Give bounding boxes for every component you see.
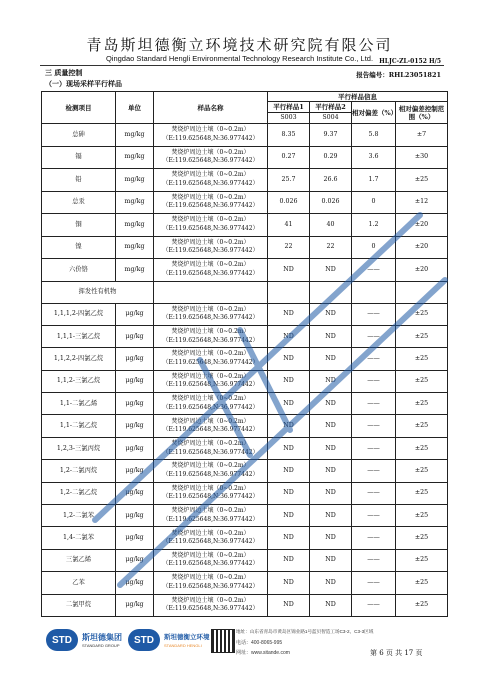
cell-unit: μg/kg bbox=[116, 572, 154, 594]
table-row bbox=[42, 214, 448, 237]
cell-control-range: ±25 bbox=[396, 303, 448, 325]
cell-unit: μg/kg bbox=[116, 527, 154, 549]
cell-relative-deviation: —— bbox=[352, 572, 396, 594]
cell-relative-deviation: 5.8 bbox=[352, 124, 396, 147]
cell-item: 1,1-二氯乙烷 bbox=[42, 415, 116, 437]
cell-relative-deviation: —— bbox=[352, 348, 396, 370]
cell-sample bbox=[154, 572, 268, 594]
footer-website: 网址：www.sitande.com bbox=[236, 650, 290, 656]
cell-item: 1,1-二氯乙烯 bbox=[42, 393, 116, 415]
sample-name-line: 焚烧炉周边土壤（0~0.2m） bbox=[171, 126, 250, 134]
sample-coordinates-line: （E:119.625648,N:36.977442） bbox=[162, 381, 259, 389]
sample-coordinates-line: （E:119.625648,N:36.977442） bbox=[162, 247, 259, 255]
cell-value-2: 9.37 bbox=[310, 124, 352, 147]
sample-coordinates-line: （E:119.625648,N:36.977442） bbox=[162, 493, 259, 501]
cell-control-range: ±7 bbox=[396, 124, 448, 147]
cell-sample bbox=[154, 348, 268, 370]
cell-sample bbox=[154, 214, 268, 237]
cell-unit: μg/kg bbox=[116, 325, 154, 347]
cell-value-1: ND bbox=[268, 370, 310, 392]
cell-item: 1,2-二氯苯 bbox=[42, 505, 116, 527]
cell-value-2: ND bbox=[310, 303, 352, 325]
table-row bbox=[42, 527, 448, 549]
company-title-cn: 青岛斯坦德衡立环境技术研究院有限公司 bbox=[86, 36, 393, 54]
cell-value-1: ND bbox=[268, 259, 310, 282]
cell-value-2: 22 bbox=[310, 236, 352, 259]
cell-value-1: 0.026 bbox=[268, 191, 310, 214]
cell-unit: μg/kg bbox=[116, 348, 154, 370]
cell-value-1: ND bbox=[268, 572, 310, 594]
sample-coordinates-line: （E:119.625648,N:36.977442） bbox=[162, 336, 259, 344]
sample-coordinates-line: （E:119.625648,N:36.977442） bbox=[162, 157, 259, 165]
cell-unit: mg/kg bbox=[116, 146, 154, 169]
metals-body bbox=[42, 124, 448, 282]
footer-phone: 电话：400-8065-995 bbox=[236, 640, 283, 646]
sample-name-line: 焚烧炉周边土壤（0~0.2m） bbox=[171, 238, 250, 246]
cell-sample bbox=[154, 415, 268, 437]
cell-control-range: ±25 bbox=[396, 549, 448, 571]
cell-value-2: ND bbox=[310, 594, 352, 616]
cell-item: 总汞 bbox=[42, 191, 116, 214]
sample-name-line: 焚烧炉周边土壤（0~0.2m） bbox=[171, 484, 250, 492]
table-row bbox=[42, 124, 448, 147]
cell-unit: μg/kg bbox=[116, 303, 154, 325]
sample-coordinates-line: （E:119.625648,N:36.977442） bbox=[162, 134, 259, 142]
cell-control-range: ±25 bbox=[396, 325, 448, 347]
cell-control-range: ±25 bbox=[396, 460, 448, 482]
logo2-sub: STANDARD HENGLI bbox=[164, 643, 202, 648]
cell-value-2: ND bbox=[310, 527, 352, 549]
sample-name-line: 焚烧炉周边土壤（0~0.2m） bbox=[171, 417, 250, 425]
table-row bbox=[42, 482, 448, 504]
cell-sample bbox=[154, 460, 268, 482]
cell-unit: μg/kg bbox=[116, 505, 154, 527]
cell-value-2: ND bbox=[310, 437, 352, 459]
cell-relative-deviation: —— bbox=[352, 437, 396, 459]
cell-value-2: 0.026 bbox=[310, 191, 352, 214]
cell-control-range: ±25 bbox=[396, 370, 448, 392]
cell-item: 1,1,1,2-四氯乙烷 bbox=[42, 303, 116, 325]
cell-sample bbox=[154, 191, 268, 214]
cell-item: 1,1,2-三氯乙烷 bbox=[42, 370, 116, 392]
cell-value-1: ND bbox=[268, 527, 310, 549]
cell-value-1: 8.35 bbox=[268, 124, 310, 147]
parallel-sample-table bbox=[41, 91, 448, 617]
logo1-name: 斯坦德集团 bbox=[82, 633, 122, 642]
sample-coordinates-line: （E:119.625648,N:36.977442） bbox=[162, 605, 259, 613]
cell-value-1: ND bbox=[268, 437, 310, 459]
cell-sample bbox=[154, 146, 268, 169]
cell-sample bbox=[154, 549, 268, 571]
table-row bbox=[42, 325, 448, 347]
cell-unit: μg/kg bbox=[116, 594, 154, 616]
header-unit: 单位 bbox=[116, 92, 154, 124]
cell-unit: mg/kg bbox=[116, 236, 154, 259]
sample-name-line: 焚烧炉周边土壤（0~0.2m） bbox=[171, 171, 250, 179]
cell-unit: mg/kg bbox=[116, 169, 154, 192]
organic-group-body bbox=[42, 281, 448, 303]
cell-unit: μg/kg bbox=[116, 437, 154, 459]
cell-item: 镍 bbox=[42, 236, 116, 259]
cell-sample bbox=[154, 393, 268, 415]
cell-value-2: 0.29 bbox=[310, 146, 352, 169]
cell-item: 铜 bbox=[42, 214, 116, 237]
cell-item: 1,2,3-三氯丙烷 bbox=[42, 437, 116, 459]
sample-name-line: 焚烧炉周边土壤（0~0.2m） bbox=[171, 529, 250, 537]
header-divider bbox=[40, 65, 444, 66]
table-row bbox=[42, 236, 448, 259]
cell-control-range: ±20 bbox=[396, 236, 448, 259]
cell-relative-deviation: —— bbox=[352, 505, 396, 527]
table-row bbox=[42, 303, 448, 325]
sample-name-line: 焚烧炉周边土壤（0~0.2m） bbox=[171, 305, 250, 313]
cell-control-range: ±25 bbox=[396, 437, 448, 459]
cell-item: 1,1,2,2-四氯乙烷 bbox=[42, 348, 116, 370]
cell-control-range: ±25 bbox=[396, 169, 448, 192]
cell-value-1: ND bbox=[268, 325, 310, 347]
table-row bbox=[42, 572, 448, 594]
cell-value-2: ND bbox=[310, 415, 352, 437]
table-row bbox=[42, 594, 448, 616]
section-heading: 三 质量控制 bbox=[45, 68, 83, 77]
table-row bbox=[42, 169, 448, 192]
sample-name-line: 焚烧炉周边土壤（0~0.2m） bbox=[171, 216, 250, 224]
cell-unit: μg/kg bbox=[116, 415, 154, 437]
sample-name-line: 焚烧炉周边土壤（0~0.2m） bbox=[171, 193, 250, 201]
cell-control-range: ±25 bbox=[396, 348, 448, 370]
sample-coordinates-line: （E:119.625648,N:36.977442） bbox=[162, 269, 259, 277]
cell-unit: μg/kg bbox=[116, 460, 154, 482]
cell-control-range: ±25 bbox=[396, 393, 448, 415]
sample-coordinates-line: （E:119.625648,N:36.977442） bbox=[162, 582, 259, 590]
report-number: 报告编号：RHL23051821 bbox=[356, 71, 441, 79]
sample-coordinates-line: （E:119.625648,N:36.977442） bbox=[162, 358, 259, 366]
cell-item: 总砷 bbox=[42, 124, 116, 147]
cell-value-2: ND bbox=[310, 259, 352, 282]
cell-control-range: ±25 bbox=[396, 594, 448, 616]
cell-unit: mg/kg bbox=[116, 191, 154, 214]
cell-item: 1,1,1-三氯乙烷 bbox=[42, 325, 116, 347]
cell-unit: mg/kg bbox=[116, 259, 154, 282]
cell-value-1: ND bbox=[268, 594, 310, 616]
cell-unit: mg/kg bbox=[116, 214, 154, 237]
cell-value-2: ND bbox=[310, 482, 352, 504]
sample-code-1: S003 bbox=[268, 113, 310, 124]
cell-value-2: ND bbox=[310, 393, 352, 415]
cell-unit: μg/kg bbox=[116, 370, 154, 392]
cell-relative-deviation: —— bbox=[352, 370, 396, 392]
table-row bbox=[42, 415, 448, 437]
header-control-range: 相对偏差控制范围（%） bbox=[396, 102, 448, 124]
cell-unit: μg/kg bbox=[116, 482, 154, 504]
page-number: 第 6 页 共 17 页 bbox=[370, 649, 423, 657]
sample-name-line: 焚烧炉周边土壤（0~0.2m） bbox=[171, 350, 250, 358]
cell-sample bbox=[154, 303, 268, 325]
table-row bbox=[42, 393, 448, 415]
std-logo-1: STD bbox=[46, 629, 78, 651]
cell-value-2: ND bbox=[310, 325, 352, 347]
cell-sample bbox=[154, 325, 268, 347]
sample-name-line: 焚烧炉周边土壤（0~0.2m） bbox=[171, 551, 250, 559]
sample-name-line: 焚烧炉周边土壤（0~0.2m） bbox=[171, 507, 250, 515]
header-sample: 样品名称 bbox=[154, 92, 268, 124]
cell-value-1: 22 bbox=[268, 236, 310, 259]
sample-coordinates-line: （E:119.625648,N:36.977442） bbox=[162, 560, 259, 568]
cell-control-range: ±12 bbox=[396, 191, 448, 214]
cell-value-2: ND bbox=[310, 505, 352, 527]
cell-item: 1,2-二氯乙烷 bbox=[42, 482, 116, 504]
cell-item: 镉 bbox=[42, 146, 116, 169]
sample-coordinates-line: （E:119.625648,N:36.977442） bbox=[162, 448, 259, 456]
sample-coordinates-line: （E:119.625648,N:36.977442） bbox=[162, 202, 259, 210]
cell-unit: mg/kg bbox=[116, 124, 154, 147]
cell-unit: μg/kg bbox=[116, 549, 154, 571]
cell-item: 1,4-二氯苯 bbox=[42, 527, 116, 549]
table-row bbox=[42, 505, 448, 527]
cell-relative-deviation: —— bbox=[352, 303, 396, 325]
sample-code-2: S004 bbox=[310, 113, 352, 124]
sample-coordinates-line: （E:119.625648,N:36.977442） bbox=[162, 426, 259, 434]
sample-name-line: 焚烧炉周边土壤（0~0.2m） bbox=[171, 440, 250, 448]
cell-sample bbox=[154, 124, 268, 147]
cell-relative-deviation: 0 bbox=[352, 191, 396, 214]
table-row bbox=[42, 146, 448, 169]
cell-value-1: 41 bbox=[268, 214, 310, 237]
cell-value-2: ND bbox=[310, 370, 352, 392]
logo2-name: 斯坦德衡立环境 bbox=[164, 634, 210, 641]
cell-relative-deviation: —— bbox=[352, 482, 396, 504]
cell-item: 二氯甲烷 bbox=[42, 594, 116, 616]
cell-sample bbox=[154, 482, 268, 504]
cell-relative-deviation: 3.6 bbox=[352, 146, 396, 169]
cell-sample bbox=[154, 169, 268, 192]
table-row bbox=[42, 370, 448, 392]
cell-relative-deviation: —— bbox=[352, 549, 396, 571]
cell-value-1: ND bbox=[268, 482, 310, 504]
cell-relative-deviation: —— bbox=[352, 527, 396, 549]
cell-item: 六价铬 bbox=[42, 259, 116, 282]
cell-control-range: ±25 bbox=[396, 572, 448, 594]
company-title-en: Qingdao Standard Hengli Environmental Technology Research Institute Co., Ltd. bbox=[105, 54, 374, 63]
header-relative-deviation: 相对偏差（%） bbox=[352, 102, 396, 124]
cell-relative-deviation: —— bbox=[352, 415, 396, 437]
cell-value-2: ND bbox=[310, 460, 352, 482]
sample-coordinates-line: （E:119.625648,N:36.977442） bbox=[162, 403, 259, 411]
cell-item: 乙苯 bbox=[42, 572, 116, 594]
sample-name-line: 焚烧炉周边土壤（0~0.2m） bbox=[171, 574, 250, 582]
cell-control-range: ±20 bbox=[396, 259, 448, 282]
subsection-heading: （一）现场采样平行样品 bbox=[45, 79, 122, 88]
cell-value-1: 0.27 bbox=[268, 146, 310, 169]
sample-name-line: 焚烧炉周边土壤（0~0.2m） bbox=[171, 372, 250, 380]
cell-value-1: ND bbox=[268, 460, 310, 482]
cell-value-1: ND bbox=[268, 303, 310, 325]
sample-coordinates-line: （E:119.625648,N:36.977442） bbox=[162, 179, 259, 187]
cell-sample bbox=[154, 437, 268, 459]
header-item: 检测项目 bbox=[42, 92, 116, 124]
cell-control-range: ±25 bbox=[396, 505, 448, 527]
cell-value-2: ND bbox=[310, 572, 352, 594]
table-row bbox=[42, 348, 448, 370]
cell-control-range: ±25 bbox=[396, 482, 448, 504]
sample-name-line: 焚烧炉周边土壤（0~0.2m） bbox=[171, 261, 250, 269]
footer-address: 地址：山东省青岛市黄岛区锦业路1号蓝贝智造工场C3-2、C3-3区域 bbox=[236, 629, 374, 634]
header-parallel-1: 平行样品1 bbox=[268, 102, 310, 113]
cell-sample bbox=[154, 527, 268, 549]
cell-relative-deviation: 1.2 bbox=[352, 214, 396, 237]
sample-coordinates-line: （E:119.625648,N:36.977442） bbox=[162, 470, 259, 478]
cell-value-1: ND bbox=[268, 415, 310, 437]
cell-relative-deviation: 0 bbox=[352, 236, 396, 259]
table-row bbox=[42, 460, 448, 482]
std-logo-2: STD bbox=[128, 629, 160, 651]
cell-relative-deviation: —— bbox=[352, 259, 396, 282]
sample-coordinates-line: （E:119.625648,N:36.977442） bbox=[162, 224, 259, 232]
logo1-sub: STANDARD GROUP bbox=[82, 643, 120, 648]
cell-control-range: ±30 bbox=[396, 146, 448, 169]
cell-unit: μg/kg bbox=[116, 393, 154, 415]
qr-code-icon bbox=[211, 629, 235, 653]
sample-name-line: 焚烧炉周边土壤（0~0.2m） bbox=[171, 148, 250, 156]
sample-name-line: 焚烧炉周边土壤（0~0.2m） bbox=[171, 328, 250, 336]
cell-item: 1,2-二氯丙烷 bbox=[42, 460, 116, 482]
cell-control-range: ±20 bbox=[396, 214, 448, 237]
sample-coordinates-line: （E:119.625648,N:36.977442） bbox=[162, 538, 259, 546]
sample-coordinates-line: （E:119.625648,N:36.977442） bbox=[162, 314, 259, 322]
table-row bbox=[42, 437, 448, 459]
cell-value-2: ND bbox=[310, 549, 352, 571]
organic-body bbox=[42, 303, 448, 616]
cell-relative-deviation: 1.7 bbox=[352, 169, 396, 192]
cell-value-2: 40 bbox=[310, 214, 352, 237]
cell-item: 铅 bbox=[42, 169, 116, 192]
cell-value-2: 26.6 bbox=[310, 169, 352, 192]
cell-sample bbox=[154, 505, 268, 527]
table-row bbox=[42, 549, 448, 571]
document-number: HLJC-ZL-0152 H/5 bbox=[379, 58, 441, 65]
cell-item: 三氯乙烯 bbox=[42, 549, 116, 571]
cell-value-1: ND bbox=[268, 393, 310, 415]
cell-relative-deviation: —— bbox=[352, 460, 396, 482]
sample-name-line: 焚烧炉周边土壤（0~0.2m） bbox=[171, 596, 250, 604]
cell-sample bbox=[154, 259, 268, 282]
table-row bbox=[42, 191, 448, 214]
header-parallel-2: 平行样品2 bbox=[310, 102, 352, 113]
sample-name-line: 焚烧炉周边土壤（0~0.2m） bbox=[171, 462, 250, 470]
cell-sample bbox=[154, 594, 268, 616]
cell-sample bbox=[154, 370, 268, 392]
cell-sample bbox=[154, 236, 268, 259]
cell-relative-deviation: —— bbox=[352, 325, 396, 347]
cell-value-1: ND bbox=[268, 505, 310, 527]
cell-value-1: 25.7 bbox=[268, 169, 310, 192]
cell-value-1: ND bbox=[268, 348, 310, 370]
cell-relative-deviation: —— bbox=[352, 594, 396, 616]
cell-control-range: ±25 bbox=[396, 527, 448, 549]
cell-value-1: ND bbox=[268, 549, 310, 571]
organic-group-label: 挥发性有机物 bbox=[42, 281, 154, 303]
cell-control-range: ±25 bbox=[396, 415, 448, 437]
cell-value-2: ND bbox=[310, 348, 352, 370]
cell-relative-deviation: —— bbox=[352, 393, 396, 415]
table-row bbox=[42, 259, 448, 282]
header-group: 平行样品信息 bbox=[268, 92, 448, 102]
sample-coordinates-line: （E:119.625648,N:36.977442） bbox=[162, 515, 259, 523]
sample-name-line: 焚烧炉周边土壤（0~0.2m） bbox=[171, 395, 250, 403]
